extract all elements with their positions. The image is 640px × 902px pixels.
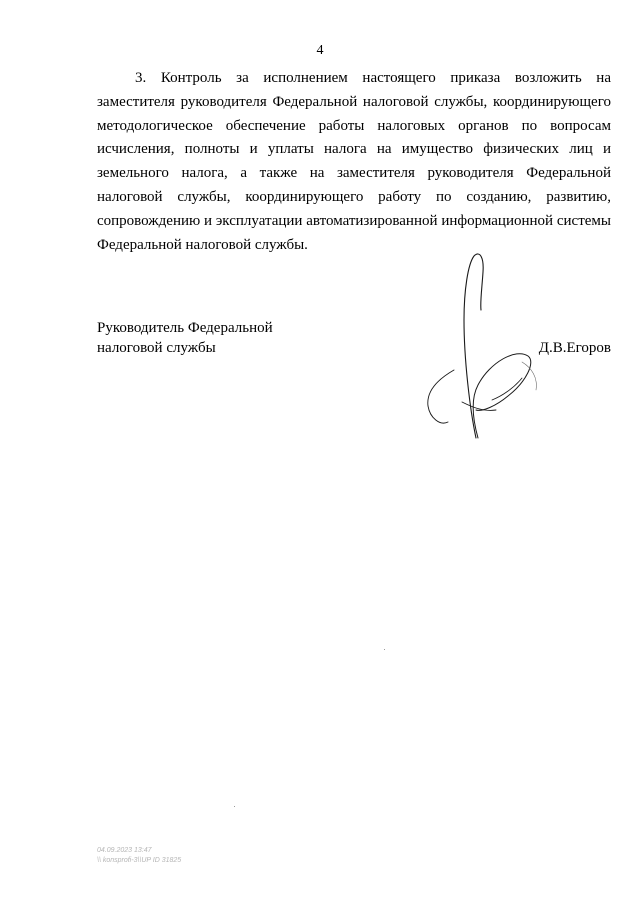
signer-position-line-1: Руководитель Федеральной — [97, 320, 273, 336]
signature-right-arc — [522, 362, 536, 390]
signature-cross-stroke — [462, 402, 496, 410]
footer-stamp-line-2: \\ konsprofi-3\\UP ID 31825 — [97, 857, 182, 864]
signer-position — [97, 318, 273, 358]
scan-speck — [234, 806, 235, 807]
order-paragraph-3: 3. Контроль за исполнением настоящего приказа возложить на заместителя руководителя Федеральной налоговой службы, координирующего методологическое обеспечение работы налоговых органов по вопросам исчисления, полноты и уплаты налога на имущество физических лиц и земельного налога, а также на заместителя руководителя Федеральной налоговой службы, координирующего работу по созданию, развитию, сопровождению и эксплуатации автоматизированной информационной системы Федеральной налоговой службы. — [97, 70, 611, 253]
signature-loop-stroke — [473, 354, 531, 438]
page-number: 4 — [316, 43, 324, 58]
handwritten-signature — [418, 250, 548, 450]
scan-speck — [384, 649, 385, 650]
signature-left-arc — [428, 370, 454, 423]
signer-name: Д.В.Егоров — [538, 340, 611, 356]
footer-stamp — [97, 846, 181, 866]
signer-position-line-2: налоговой службы — [97, 340, 216, 356]
footer-stamp-line-1: 04.09.2023 13:47 — [97, 847, 152, 854]
